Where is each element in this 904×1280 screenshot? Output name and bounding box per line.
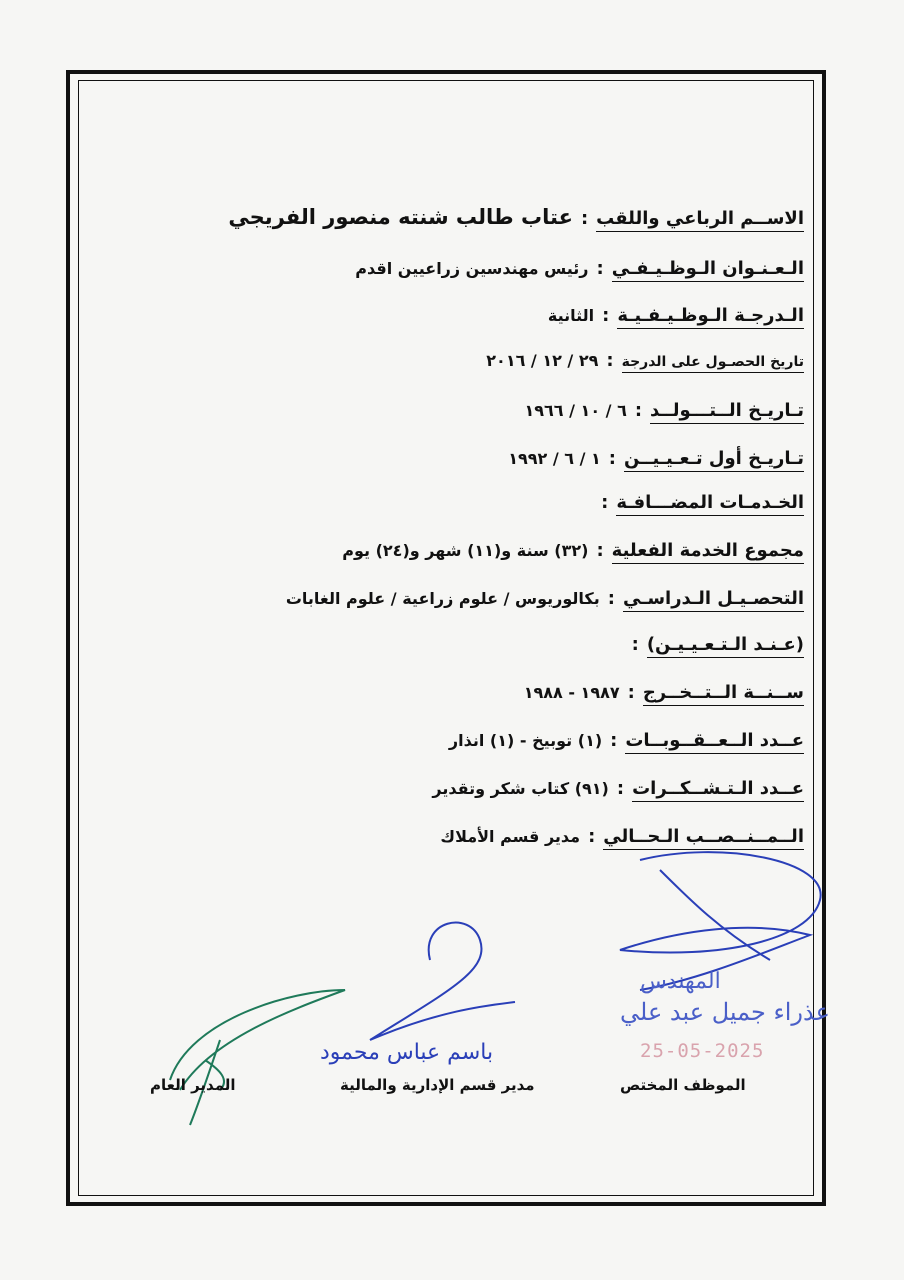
field-label: تـاريـخ الــتـــولــد [650, 400, 804, 424]
field-label: عــدد الـتـشــكــرات [632, 778, 804, 802]
field-label: الاســم الرباعي واللقب [596, 208, 804, 232]
field-colon: : [634, 400, 643, 421]
field-value: (١) توبيخ - (١) انذار [448, 731, 603, 750]
field-row [508, 448, 804, 472]
field-row [548, 305, 804, 329]
field-label: الـدرجـة الـوظـيـفـيـة [617, 305, 804, 329]
field-colon: : [631, 634, 639, 655]
field-label: ســنــة الــتــخــرج [643, 682, 804, 706]
field-value: ٦ / ١٠ / ١٩٦٦ [524, 401, 627, 420]
admin-name-handwritten: باسم عباس محمود [320, 1040, 494, 1065]
director-title: المدير العام [150, 1076, 236, 1094]
field-colon: : [627, 682, 635, 703]
admin-title: مدير قسم الإدارية والمالية [340, 1076, 535, 1094]
field-value: بكالوريوس / علوم زراعية / علوم الغابات [285, 589, 600, 608]
employee-title: الموظف المختص [620, 1076, 746, 1094]
field-value: (٩١) كتاب شكر وتقدير [432, 779, 609, 798]
field-colon: : [596, 258, 604, 279]
field-value: (٣٢) سنة و(١١) شهر و(٢٤) يوم [342, 541, 589, 560]
field-value: الثانية [547, 306, 595, 325]
field-colon: : [616, 778, 625, 799]
field-row [524, 682, 804, 706]
director-signature [150, 980, 360, 1130]
field-colon: : [608, 448, 616, 469]
field-label: مجموع الخدمة الفعلية [612, 540, 804, 564]
field-value: ١ / ٦ / ١٩٩٢ [508, 449, 601, 468]
field-row [355, 258, 804, 282]
field-label: تاريخ الحصـول على الدرجة [622, 354, 804, 373]
field-row [228, 205, 804, 232]
field-colon: : [596, 540, 604, 561]
stamp-handwriting [600, 960, 830, 1040]
field-label: الـعـنـوان الـوظـيـفـي [612, 258, 804, 282]
field-value: مدير قسم الأملاك [440, 827, 581, 846]
field-colon: : [580, 208, 589, 229]
field-row [342, 540, 804, 564]
field-row [525, 400, 805, 424]
field-colon: : [610, 730, 618, 751]
field-label: الــمــنــصــب الـحــالي [603, 826, 804, 850]
stamp-date: 25-05-2025 [640, 1040, 765, 1062]
field-colon: : [588, 826, 596, 847]
field-colon: : [607, 588, 615, 609]
svg-text:المهندس: المهندس [640, 969, 721, 994]
field-colon: : [606, 350, 614, 371]
field-label: الخـدمـات المضـــافـة [616, 492, 804, 516]
field-row [432, 778, 804, 802]
field-value: ٢٩ / ١٢ / ٢٠١٦ [486, 351, 599, 370]
field-row [624, 634, 804, 658]
field-label: (عـنـد الـتـعـيـيـن) [647, 634, 804, 658]
field-colon: : [601, 492, 609, 513]
field-label: عــدد الــعــقــوبــات [625, 730, 804, 754]
field-row [449, 730, 804, 754]
field-row [486, 350, 804, 373]
field-value: رئيس مهندسين زراعيين اقدم [355, 259, 589, 278]
field-value: ١٩٨٧ - ١٩٨٨ [523, 683, 620, 702]
field-label: التحصـيـل الـدراسـي [623, 588, 804, 612]
field-label: تـاريـخ أول تـعـيـيــن [624, 448, 804, 472]
field-row [593, 492, 804, 516]
field-colon: : [602, 305, 610, 326]
field-value: عتاب طالب شنته منصور الفريجي [228, 205, 573, 229]
svg-text:عذراء جميل عبد علي: عذراء جميل عبد علي [620, 998, 830, 1026]
field-row [286, 588, 804, 612]
